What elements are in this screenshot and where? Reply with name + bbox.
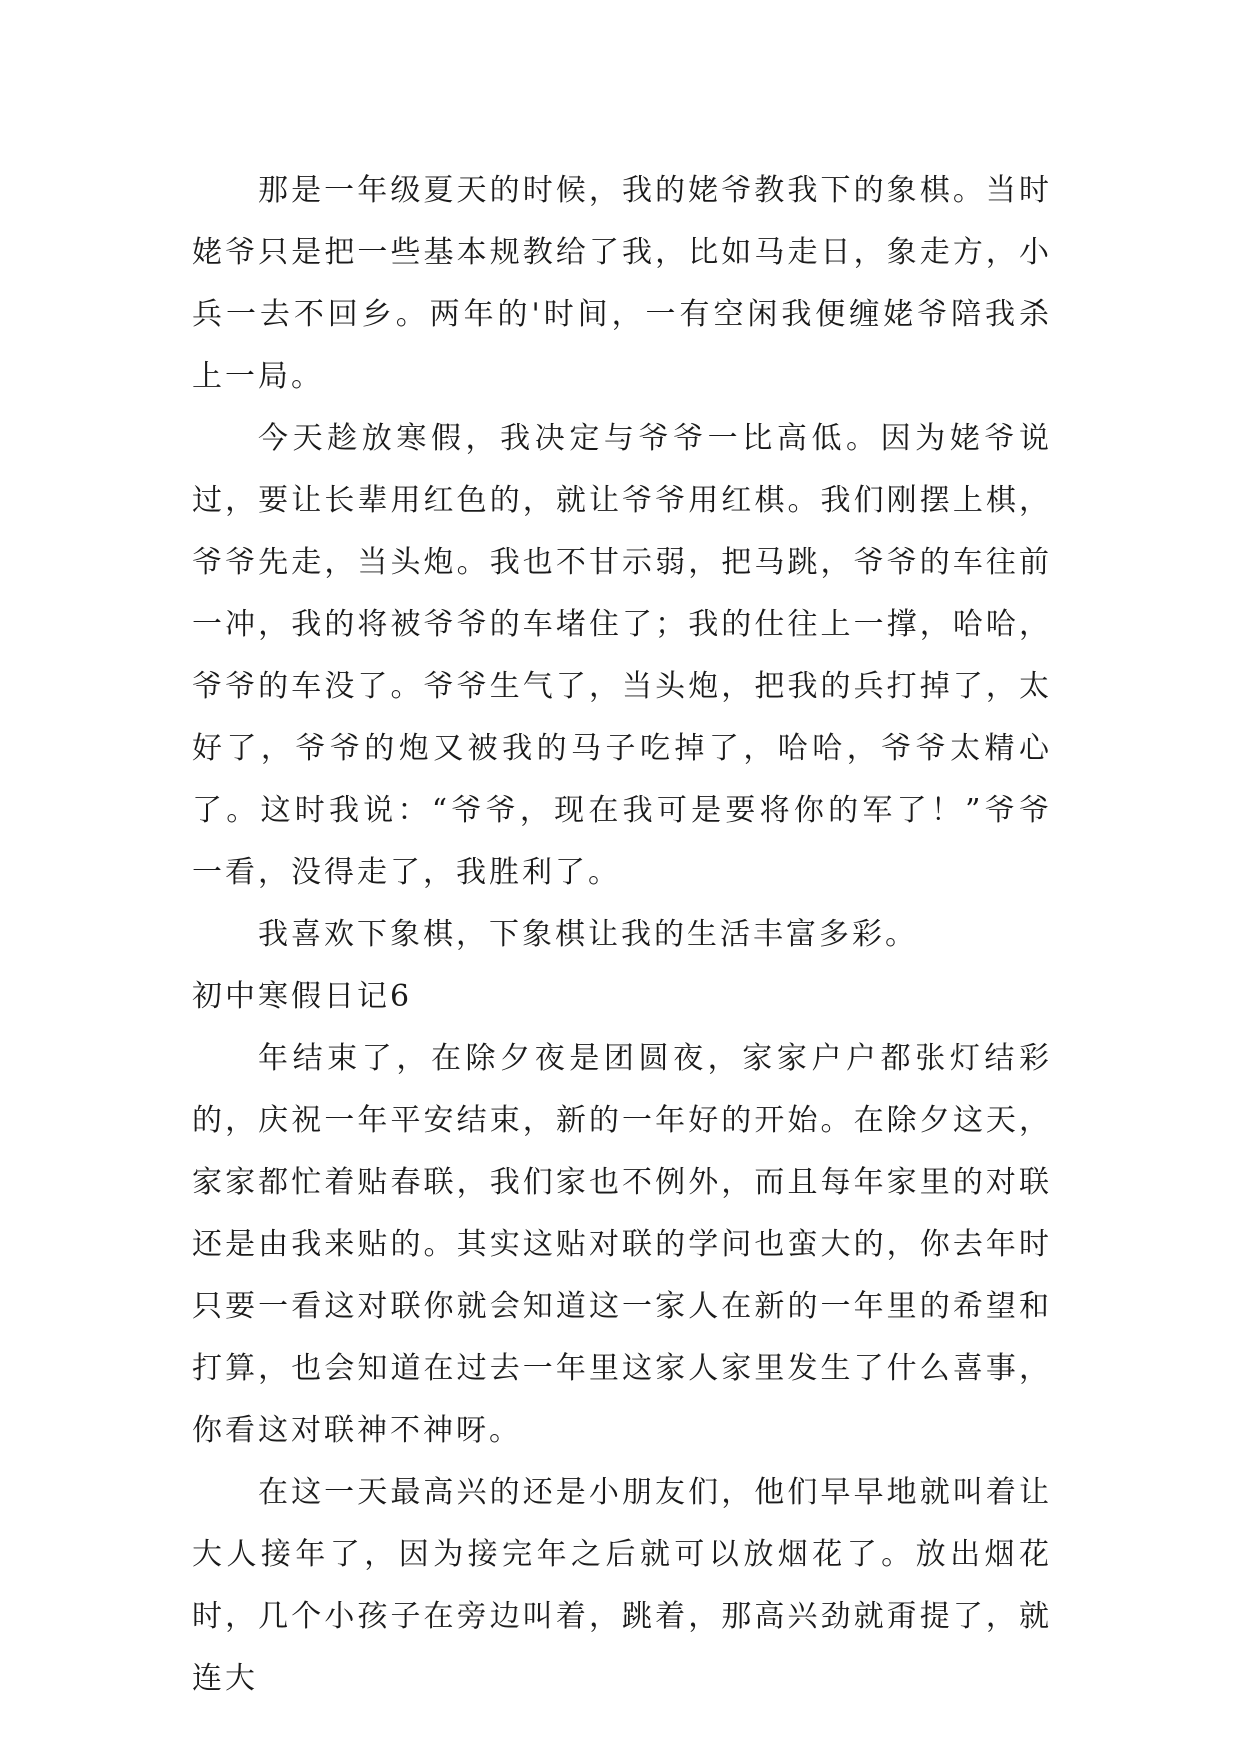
- paragraph-new-year-eve: 年结束了，在除夕夜是团圆夜，家家户户都张灯结彩的，庆祝一年平安结束，新的一年好的开始。在除夕这天，家家都忙着贴春联，我们家也不例外，而且每年家里的对联还是由我来贴的。其实这贴对联的学问也蛮大的，你去年时只要一看这对联你就会知道这一家人在新的一年里的希望和打算，也会知道在过去一年里这家人家里发生了什么喜事，你看这对联神不神呀。: [192, 1041, 1052, 1448]
- section-title: 初中寒假日记6: [192, 979, 413, 1014]
- document-body: [192, 160, 1052, 1710]
- paragraph-fireworks: 在这一天最高兴的还是小朋友们，他们早早地就叫着让大人接年了，因为接完年之后就可以放烟花了。放出烟花时，几个小孩子在旁边叫着，跳着，那高兴劲就甭提了，就连大: [192, 1475, 1052, 1696]
- paragraph-chess-game: 今天趁放寒假，我决定与爷爷一比高低。因为姥爷说过，要让长辈用红色的，就让爷爷用红棋。我们刚摆上棋，爷爷先走，当头炮。我也不甘示弱，把马跳，爷爷的车往前一冲，我的将被爷爷的车堵住了；我的仕往上一撑，哈哈，爷爷的车没了。爷爷生气了，当头炮，把我的兵打掉了，太好了，爷爷的炮又被我的马子吃掉了，哈哈，爷爷太精心了。这时我说：“爷爷，现在我可是要将你的军了！”爷爷一看，没得走了，我胜利了。: [192, 421, 1052, 890]
- paragraph-chess-memory: 那是一年级夏天的时候，我的姥爷教我下的象棋。当时姥爷只是把一些基本规教给了我，比如马走日，象走方，小兵一去不回乡。两年的'时间，一有空闲我便缠姥爷陪我杀上一局。: [192, 173, 1052, 394]
- paragraph-chess-conclusion: 我喜欢下象棋，下象棋让我的生活丰富多彩。: [258, 917, 918, 952]
